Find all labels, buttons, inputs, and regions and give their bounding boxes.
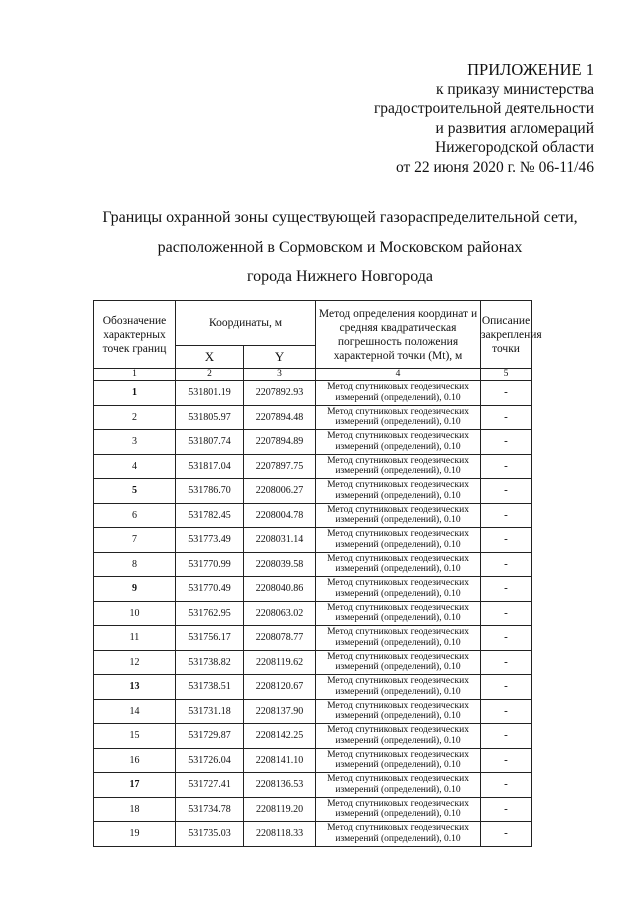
method-cell <box>316 822 481 847</box>
point-cell: 1 <box>94 381 176 406</box>
method-cell <box>316 577 481 602</box>
point-cell: 18 <box>94 797 176 822</box>
x-coordinate-cell: 531738.51 <box>176 675 244 700</box>
description-cell: - <box>481 528 532 553</box>
x-coordinate-cell: 531782.45 <box>176 503 244 528</box>
description-cell: - <box>481 454 532 479</box>
method-line: Метод спутниковых геодезических <box>327 480 469 491</box>
x-coordinate-cell: 531729.87 <box>176 724 244 749</box>
appendix-line: градостроительной деятельности <box>373 100 594 118</box>
table-row <box>94 381 532 406</box>
description-cell: - <box>481 748 532 773</box>
header-point: Обозначение характерных точек границ <box>94 301 176 369</box>
description-cell: - <box>481 405 532 430</box>
point-cell: 11 <box>94 626 176 651</box>
method-cell <box>316 503 481 528</box>
method-line: измерений (определений), 0.10 <box>335 417 461 428</box>
point-cell: 2 <box>94 405 176 430</box>
table-row <box>94 650 532 675</box>
method-line: Метод спутниковых геодезических <box>327 431 469 442</box>
appendix-line: от 22 июня 2020 г. № 06-11/46 <box>395 158 594 176</box>
column-number: 1 <box>94 369 176 381</box>
point-cell: 16 <box>94 748 176 773</box>
method-line: Метод спутниковых геодезических <box>327 382 469 393</box>
y-coordinate-cell: 2208120.67 <box>244 675 316 700</box>
header-method: Метод определения координат и средняя квадратическая погрешность положения характерной точки (Mt), м <box>316 301 481 369</box>
title-line: Границы охранной зоны существующей газораспределительной сети, <box>102 209 578 226</box>
method-line: измерений (определений), 0.10 <box>335 662 461 673</box>
appendix-line: к приказу министерства <box>436 80 594 98</box>
point-cell: 9 <box>94 577 176 602</box>
x-coordinate-cell: 531817.04 <box>176 454 244 479</box>
y-coordinate-cell: 2208119.20 <box>244 797 316 822</box>
y-coordinate-cell: 2208004.78 <box>244 503 316 528</box>
table-row <box>94 748 532 773</box>
header-y: Y <box>244 346 316 369</box>
point-cell: 6 <box>94 503 176 528</box>
table-row <box>94 479 532 504</box>
method-line: Метод спутниковых геодезических <box>327 823 469 834</box>
y-coordinate-cell: 2208031.14 <box>244 528 316 553</box>
method-line: Метод спутниковых геодезических <box>327 529 469 540</box>
column-number: 3 <box>244 369 316 381</box>
point-cell: 17 <box>94 773 176 798</box>
x-coordinate-cell: 531807.74 <box>176 430 244 455</box>
table-row <box>94 454 532 479</box>
column-number: 5 <box>481 369 532 381</box>
x-coordinate-cell: 531770.99 <box>176 552 244 577</box>
table-row <box>94 552 532 577</box>
point-cell: 10 <box>94 601 176 626</box>
description-cell: - <box>481 601 532 626</box>
table-row <box>94 699 532 724</box>
point-cell: 7 <box>94 528 176 553</box>
x-coordinate-cell: 531786.70 <box>176 479 244 504</box>
description-cell: - <box>481 724 532 749</box>
header-coords: Координаты, м <box>176 301 316 346</box>
x-coordinate-cell: 531738.82 <box>176 650 244 675</box>
method-line: Метод спутниковых геодезических <box>327 406 469 417</box>
method-line: Метод спутниковых геодезических <box>327 651 469 662</box>
table-row <box>94 724 532 749</box>
point-cell: 8 <box>94 552 176 577</box>
method-line: Метод спутниковых геодезических <box>327 627 469 638</box>
table-row <box>94 528 532 553</box>
method-cell <box>316 748 481 773</box>
table-row <box>94 797 532 822</box>
point-cell: 14 <box>94 699 176 724</box>
method-cell <box>316 650 481 675</box>
column-number: 4 <box>316 369 481 381</box>
method-line: Метод спутниковых геодезических <box>327 798 469 809</box>
method-line: Метод спутниковых геодезических <box>327 455 469 466</box>
method-line: Метод спутниковых геодезических <box>327 725 469 736</box>
x-coordinate-cell: 531773.49 <box>176 528 244 553</box>
method-cell <box>316 601 481 626</box>
method-line: измерений (определений), 0.10 <box>335 466 461 477</box>
point-cell: 4 <box>94 454 176 479</box>
method-line: измерений (определений), 0.10 <box>335 686 461 697</box>
method-cell <box>316 479 481 504</box>
x-coordinate-cell: 531727.41 <box>176 773 244 798</box>
method-cell <box>316 430 481 455</box>
method-line: измерений (определений), 0.10 <box>335 441 461 452</box>
method-line: измерений (определений), 0.10 <box>335 833 461 844</box>
description-cell: - <box>481 773 532 798</box>
x-coordinate-cell: 531762.95 <box>176 601 244 626</box>
table-row <box>94 822 532 847</box>
method-cell <box>316 528 481 553</box>
y-coordinate-cell: 2207894.48 <box>244 405 316 430</box>
method-line: измерений (определений), 0.10 <box>335 784 461 795</box>
method-line: Метод спутниковых геодезических <box>327 676 469 687</box>
table-row <box>94 503 532 528</box>
method-line: измерений (определений), 0.10 <box>335 588 461 599</box>
method-line: измерений (определений), 0.10 <box>335 515 461 526</box>
column-number: 2 <box>176 369 244 381</box>
description-cell: - <box>481 699 532 724</box>
method-cell <box>316 454 481 479</box>
description-cell: - <box>481 797 532 822</box>
description-cell: - <box>481 381 532 406</box>
document-title <box>40 203 640 292</box>
table-row <box>94 626 532 651</box>
y-coordinate-cell: 2207897.75 <box>244 454 316 479</box>
method-cell <box>316 773 481 798</box>
description-cell: - <box>481 503 532 528</box>
x-coordinate-cell: 531726.04 <box>176 748 244 773</box>
method-line: Метод спутниковых геодезических <box>327 504 469 515</box>
description-cell: - <box>481 675 532 700</box>
method-line: измерений (определений), 0.10 <box>335 637 461 648</box>
method-line: измерений (определений), 0.10 <box>335 539 461 550</box>
table-row <box>94 773 532 798</box>
x-coordinate-cell: 531756.17 <box>176 626 244 651</box>
method-line: измерений (определений), 0.10 <box>335 760 461 771</box>
header-description: Описание закрепления точки <box>481 301 532 369</box>
appendix-header <box>374 60 594 178</box>
x-coordinate-cell: 531731.18 <box>176 699 244 724</box>
method-line: измерений (определений), 0.10 <box>335 735 461 746</box>
method-cell <box>316 552 481 577</box>
y-coordinate-cell: 2207894.89 <box>244 430 316 455</box>
y-coordinate-cell: 2208119.62 <box>244 650 316 675</box>
method-line: Метод спутниковых геодезических <box>327 553 469 564</box>
y-coordinate-cell: 2208063.02 <box>244 601 316 626</box>
description-cell: - <box>481 479 532 504</box>
title-line: города Нижнего Новгорода <box>247 268 433 285</box>
coordinates-table <box>93 300 542 847</box>
method-line: Метод спутниковых геодезических <box>327 602 469 613</box>
appendix-line: Нижегородской области <box>435 139 594 157</box>
point-cell: 13 <box>94 675 176 700</box>
y-coordinate-cell: 2208040.86 <box>244 577 316 602</box>
point-cell: 12 <box>94 650 176 675</box>
x-coordinate-cell: 531805.97 <box>176 405 244 430</box>
y-coordinate-cell: 2208118.33 <box>244 822 316 847</box>
point-cell: 3 <box>94 430 176 455</box>
y-coordinate-cell: 2208136.53 <box>244 773 316 798</box>
y-coordinate-cell: 2208141.10 <box>244 748 316 773</box>
x-coordinate-cell: 531801.19 <box>176 381 244 406</box>
title-line: расположенной в Сормовском и Московском районах <box>157 238 523 256</box>
method-cell <box>316 699 481 724</box>
y-coordinate-cell: 2208137.90 <box>244 699 316 724</box>
method-line: Метод спутниковых геодезических <box>327 578 469 589</box>
method-cell <box>316 797 481 822</box>
method-line: измерений (определений), 0.10 <box>335 613 461 624</box>
method-cell <box>316 724 481 749</box>
y-coordinate-cell: 2208142.25 <box>244 724 316 749</box>
method-cell <box>316 626 481 651</box>
table-row <box>94 405 532 430</box>
method-line: измерений (определений), 0.10 <box>335 490 461 501</box>
method-line: Метод спутниковых геодезических <box>327 774 469 785</box>
point-cell: 5 <box>94 479 176 504</box>
method-line: измерений (определений), 0.10 <box>335 564 461 575</box>
description-cell: - <box>481 430 532 455</box>
x-coordinate-cell: 531734.78 <box>176 797 244 822</box>
method-line: Метод спутниковых геодезических <box>327 749 469 760</box>
y-coordinate-cell: 2208039.58 <box>244 552 316 577</box>
method-line: измерений (определений), 0.10 <box>335 392 461 403</box>
description-cell: - <box>481 650 532 675</box>
appendix-line: ПРИЛОЖЕНИЕ 1 <box>467 60 594 79</box>
table-row <box>94 430 532 455</box>
description-cell: - <box>481 552 532 577</box>
x-coordinate-cell: 531735.03 <box>176 822 244 847</box>
method-cell <box>316 405 481 430</box>
description-cell: - <box>481 626 532 651</box>
description-cell: - <box>481 577 532 602</box>
point-cell: 19 <box>94 822 176 847</box>
table-row <box>94 675 532 700</box>
method-line: измерений (определений), 0.10 <box>335 711 461 722</box>
appendix-line: и развития агломераций <box>435 119 594 137</box>
header-x: X <box>176 346 244 369</box>
method-line: Метод спутниковых геодезических <box>327 700 469 711</box>
y-coordinate-cell: 2208078.77 <box>244 626 316 651</box>
table-row <box>94 577 532 602</box>
x-coordinate-cell: 531770.49 <box>176 577 244 602</box>
table-row <box>94 601 532 626</box>
y-coordinate-cell: 2207892.93 <box>244 381 316 406</box>
method-cell <box>316 675 481 700</box>
y-coordinate-cell: 2208006.27 <box>244 479 316 504</box>
description-cell: - <box>481 822 532 847</box>
method-line: измерений (определений), 0.10 <box>335 809 461 820</box>
method-cell <box>316 381 481 406</box>
point-cell: 15 <box>94 724 176 749</box>
